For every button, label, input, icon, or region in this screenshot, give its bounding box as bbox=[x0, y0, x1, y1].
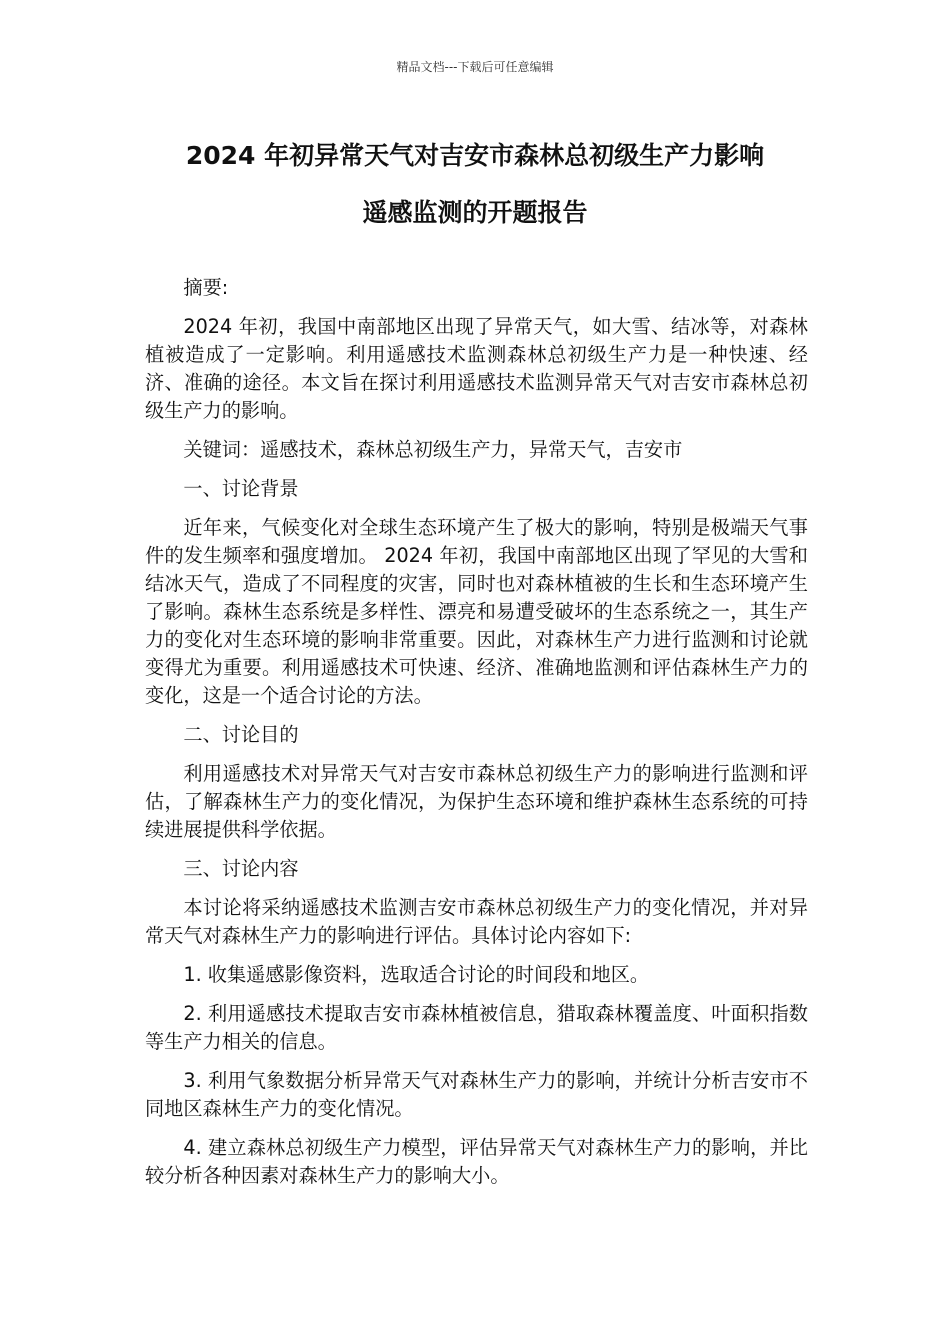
section-heading-background: 一、讨论背景 bbox=[183, 477, 299, 500]
header-note: 精品文档---下载后可任意编辑 bbox=[396, 60, 554, 74]
content-item-3: 3. 利用气象数据分析异常天气对森林生产力的影响，并统计分析吉安市不同地区森林生产力的变化情况。 bbox=[145, 1069, 808, 1120]
abstract-paragraph: 2024 年初，我国中南部地区出现了异常天气，如大雪、结冰等，对森林植被造成了一定影响。利用遥感技术监测森林总初级生产力是一种快速、经济、准确的途径。本文旨在探讨利用遥感技术监测异常天气对吉安市森林总初级生产力的影响。 bbox=[145, 315, 808, 422]
abstract-label: 摘要: bbox=[183, 276, 229, 299]
content-item-1: 1. 收集遥感影像资料，选取适合讨论的时间段和地区。 bbox=[183, 963, 650, 986]
section-heading-content: 三、讨论内容 bbox=[183, 857, 299, 880]
keywords: 关键词：遥感技术，森林总初级生产力，异常天气，吉安市 bbox=[183, 438, 683, 461]
content-item-2: 2. 利用遥感技术提取吉安市森林植被信息，猎取森林覆盖度、叶面积指数等生产力相关的信息。 bbox=[145, 1002, 808, 1053]
document-body bbox=[145, 274, 808, 1201]
content-item-4: 4. 建立森林总初级生产力模型，评估异常天气对森林生产力的影响，并比较分析各种因素对森林生产力的影响大小。 bbox=[145, 1136, 808, 1187]
section-heading-purpose: 二、讨论目的 bbox=[183, 723, 299, 746]
title-line-1: 2024 年初异常天气对吉安市森林总初级生产力影响 bbox=[185, 141, 765, 170]
content-intro-paragraph: 本讨论将采纳遥感技术监测吉安市森林总初级生产力的变化情况，并对异常天气对森林生产力的影响进行评估。具体讨论内容如下: bbox=[145, 896, 808, 947]
background-paragraph: 近年来，气候变化对全球生态环境产生了极大的影响，特别是极端天气事件的发生频率和强度增加。 2024 年初，我国中南部地区出现了罕见的大雪和结冰天气，造成了不同程度的灾害，同时也对森林植被的生长和生态环境产生了影响。森林生态系统是多样性、漂亮和易遭受破坏的生态系统之一，其生产力的变化对生态环境的影响非常重要。因此，对森林生产力进行监测和讨论就变得尤为重要。利用遥感技术可快速、经济、准确地监测和评估森林生产力的变化，这是一个适合讨论的方法。 bbox=[145, 516, 808, 707]
purpose-paragraph: 利用遥感技术对异常天气对吉安市森林总初级生产力的影响进行监测和评估，了解森林生产力的变化情况，为保护生态环境和维护森林生态系统的可持续进展提供科学依据。 bbox=[145, 762, 808, 841]
title-line-2: 遥感监测的开题报告 bbox=[362, 198, 588, 227]
